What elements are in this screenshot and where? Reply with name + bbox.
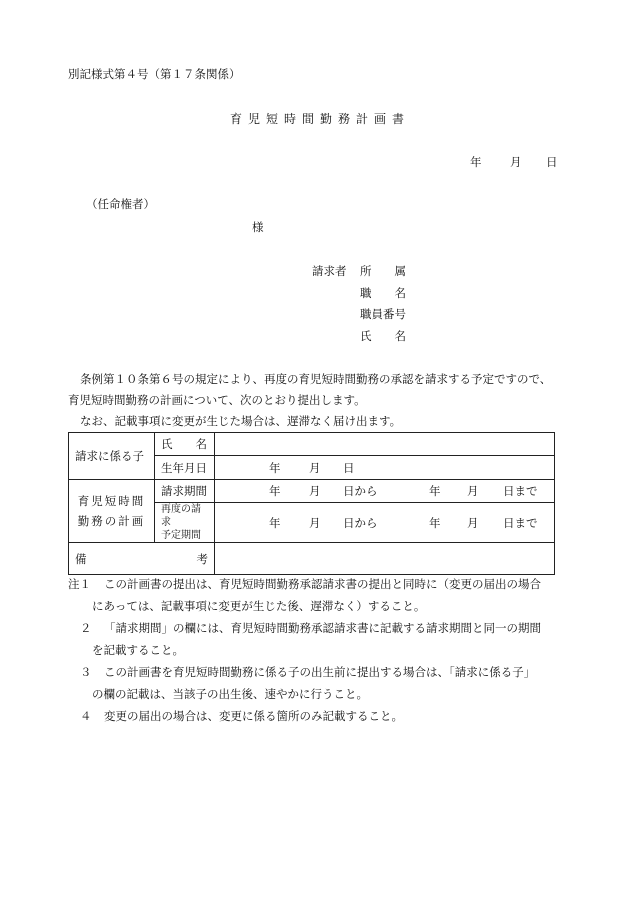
honorific-sama: 様	[252, 220, 264, 234]
note-line-1: この計画書を育児短時間勤務に係る子の出生前に提出する場合は、「請求に係る子」	[104, 665, 536, 679]
birth-year-label: 年	[269, 460, 281, 475]
child-name-cell[interactable]	[215, 433, 555, 456]
note-number: ４	[80, 709, 92, 723]
child-birthdate-label: 生年月日	[155, 456, 215, 480]
note-item	[68, 617, 573, 661]
remarks-label-right: 考	[196, 551, 208, 566]
re-request-label-line-2: 予定期間	[161, 530, 201, 541]
date-month-label: 月	[510, 155, 522, 169]
date-year-label: 年	[470, 155, 482, 169]
remarks-label-cell	[69, 543, 215, 575]
child-name-label: 氏 名	[155, 433, 215, 456]
requester-label: 請求者	[312, 264, 347, 278]
form-reference: 別記様式第４号（第１７条関係）	[68, 67, 241, 81]
note-number: ２	[80, 621, 92, 635]
re-request-period-cell[interactable]	[215, 503, 555, 543]
request-period-cell[interactable]	[215, 480, 555, 503]
notes-section	[68, 573, 573, 727]
body-paragraph-1	[68, 369, 573, 411]
note-line-2: の欄の記載は、当該子の出生後、速やかに行うこと。	[92, 687, 368, 701]
requester-field-affiliation: 所 属	[360, 264, 406, 278]
requester-field-employee-number: 職員番号	[360, 307, 406, 321]
plan-header-cell	[69, 480, 155, 543]
request-end-day-until: 日まで	[503, 484, 538, 498]
document-title: 育児短時間勤務計画書	[230, 112, 411, 126]
request-start-day-from: 日から	[343, 484, 378, 498]
note-line-1: 「請求期間」の欄には、育児短時間勤務承認請求書に記載する請求期間と同一の期間	[104, 621, 541, 635]
child-header-cell: 請求に係る子	[69, 433, 155, 480]
note-line-2: にあっては、記載事項に変更が生じた後、遅滞なく）すること。	[92, 599, 426, 613]
note-item	[68, 573, 573, 617]
requester-field-title: 職 名	[360, 286, 406, 300]
child-birthdate-cell[interactable]	[215, 456, 555, 480]
appointer-label: （任命権者）	[86, 197, 155, 211]
re-request-label	[155, 503, 215, 543]
request-end-year: 年	[429, 484, 441, 498]
body-paragraph-1-line-2: 育児短時間勤務の計画について、次のとおり提出します。	[68, 393, 366, 407]
re-request-end-month: 月	[467, 515, 479, 530]
plan-header-line-2: 勤務の計画	[77, 514, 146, 528]
request-period-label: 請求期間	[155, 480, 215, 503]
re-request-start-month: 月	[309, 515, 321, 530]
remarks-label-left: 備	[75, 551, 87, 566]
birth-month-label: 月	[309, 460, 321, 475]
re-request-start-year: 年	[269, 515, 281, 530]
re-request-end-year: 年	[429, 515, 441, 530]
request-end-month: 月	[467, 484, 479, 498]
re-request-label-line-1: 再度の請求	[161, 504, 201, 528]
plan-table	[68, 432, 555, 575]
note-line-1: 変更の届出の場合は、変更に係る箇所のみ記載すること。	[104, 709, 403, 723]
date-line	[470, 154, 558, 170]
date-day-label: 日	[546, 155, 558, 169]
remarks-cell[interactable]	[215, 543, 555, 575]
birth-day-label: 日	[343, 460, 355, 475]
note-number: ３	[80, 665, 92, 679]
requester-field-name: 氏 名	[360, 329, 406, 343]
note-line-1: この計画書の提出は、育児短時間勤務承認請求書の提出と同時に（変更の届出の場合	[104, 577, 541, 591]
request-start-year: 年	[269, 484, 281, 498]
body-paragraph-2: なお、記載事項に変更が生じた場合は、遅滞なく届け出ます。	[80, 414, 402, 428]
plan-header-line-1: 育児短時間	[77, 494, 146, 508]
note-item	[68, 705, 573, 727]
re-request-end-day-until: 日まで	[503, 515, 538, 530]
note-number: 注１	[68, 577, 91, 591]
body-paragraph-1-line-1: 条例第１０条第６号の規定により、再度の育児短時間勤務の承認を請求する予定ですので、	[80, 372, 552, 386]
re-request-start-day-from: 日から	[343, 515, 378, 530]
request-start-month: 月	[309, 484, 321, 498]
note-line-2: を記載すること。	[92, 643, 184, 657]
note-item	[68, 661, 573, 705]
